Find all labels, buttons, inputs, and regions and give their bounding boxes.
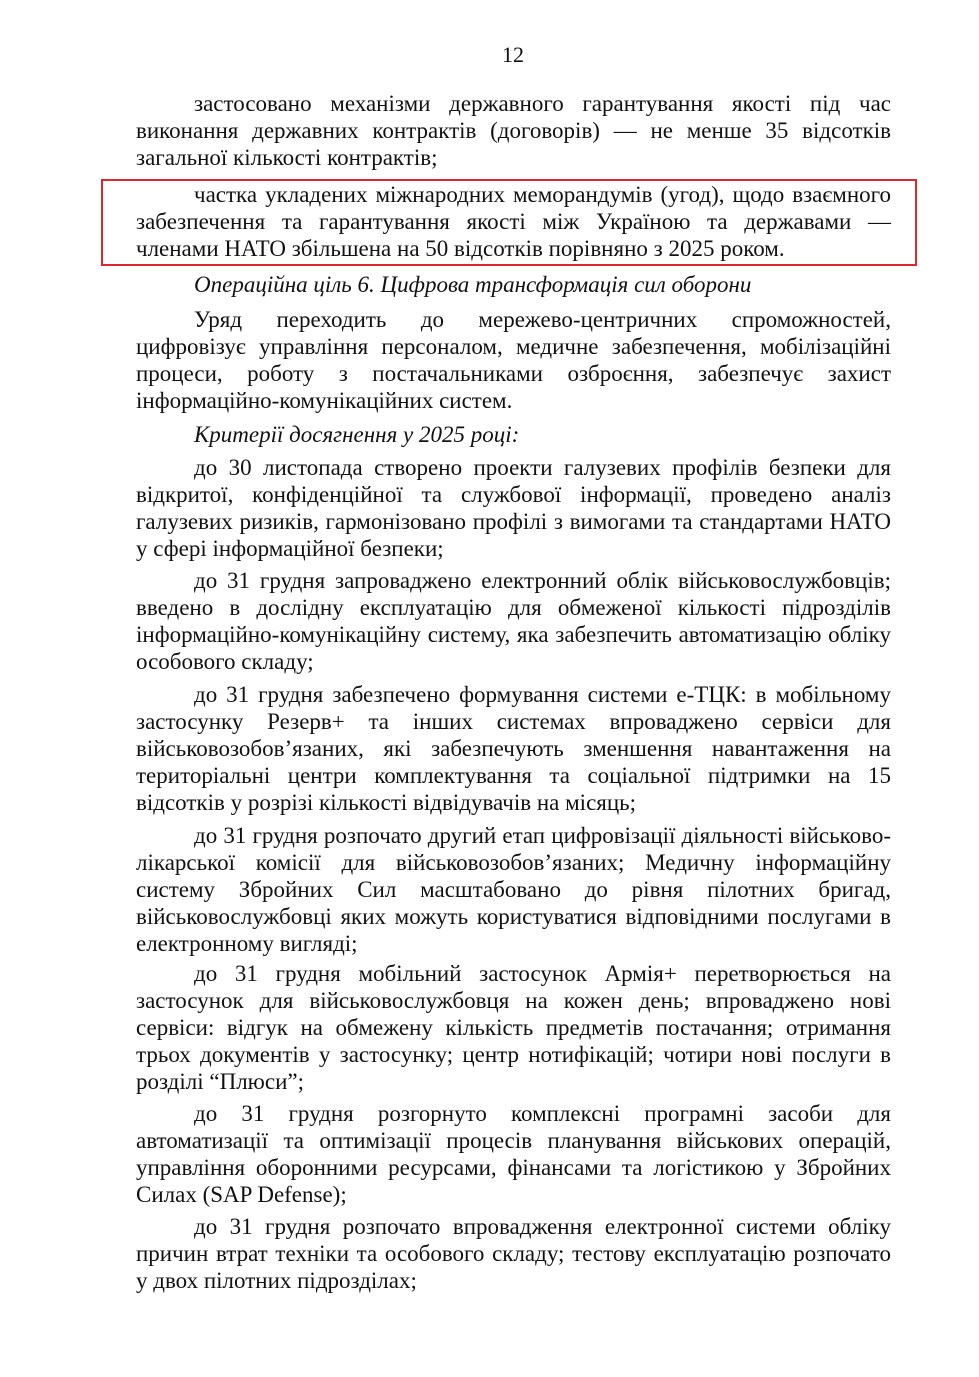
list-item-loss-registry: до 31 грудня розпочато впровадження електронної системи обліку причин втрат техніки та особового складу; тестову експлуатацію розпочато у двох пілотних підрозділах;	[136, 1214, 891, 1293]
list-item-electronic-registry: до 31 грудня запроваджено електронний облік військовослужбовців; введено в дослідну експлуатацію для обмеженої кількості підрозділів інформаційно-комунікаційну систему, яка забезпечить автоматизацію обліку особового складу;	[136, 568, 891, 674]
paragraph-quality-guarantee: застосовано механізми державного гарантування якості під час виконання державних контрактів (договорів) — не менше 35 відсотків загальної кількості контрактів;	[136, 91, 891, 170]
list-item-sap-defense: до 31 грудня розгорнуто комплексні програмні засоби для автоматизації та оптимізації процесів планування військових операцій, управління оборонними ресурсами, фінансами та логістикою у Збройних Силах (SAP Defense);	[136, 1101, 891, 1207]
section-heading-goal-6: Операційна ціль 6. Цифрова трансформація сил оборони	[194, 272, 752, 297]
page-number: 12	[502, 42, 524, 67]
list-item-e-tck: до 31 грудня забезпечено формування системи е-ТЦК: в мобільному застосунку Резерв+ та інших системах впроваджено сервіси для військовозобов’язаних, які забезпечують зменшення навантаження на територіальні центри комплектування та соціальної підтримки на 15 відсотків у розрізі кількості відвідувачів на місяць;	[136, 682, 891, 815]
list-item-security-profiles: до 30 листопада створено проекти галузевих профілів безпеки для відкритої, конфіденційної та службової інформації, проведено аналіз галузевих ризиків, гармонізовано профілі з вимогами та стандартами НАТО у сфері інформаційної безпеки;	[136, 455, 891, 561]
criteria-heading: Критерії досягнення у 2025 році:	[194, 422, 520, 447]
paragraph-government-intro: Уряд переходить до мережево-центричних спроможностей, цифровізує управління персоналом, медичне забезпечення, мобілізаційні процеси, роботу з постачальниками озброєння, забезпечує захист інформаційно-комунікаційних систем.	[136, 307, 891, 413]
list-item-army-plus: до 31 грудня мобільний застосунок Армія+ перетворюється на застосунок для військовослужбовця на кожен день; впроваджено нові сервіси: відгук на обмежену кількість предметів постачання; отримання трьох документів у застосунку; центр нотифікацій; чотири нові послуги в розділі “Плюси”;	[136, 961, 891, 1094]
list-item-medical-commission: до 31 грудня розпочато другий етап цифровізації діяльності військово-лікарської комісії для військовозобов’язаних; Медичну інформаційну систему Збройних Сил масштабовано до рівня пілотних бригад, військовослужбовці яких можуть користуватися відповідними послугами в електронному вигляді;	[136, 823, 891, 956]
paragraph-nato-memoranda: частка укладених міжнародних меморандумів (угод), щодо взаємного забезпечення та гарантування якості між Україною та державами — членами НАТО збільшена на 50 відсотків порівняно з 2025 роком.	[136, 182, 891, 261]
